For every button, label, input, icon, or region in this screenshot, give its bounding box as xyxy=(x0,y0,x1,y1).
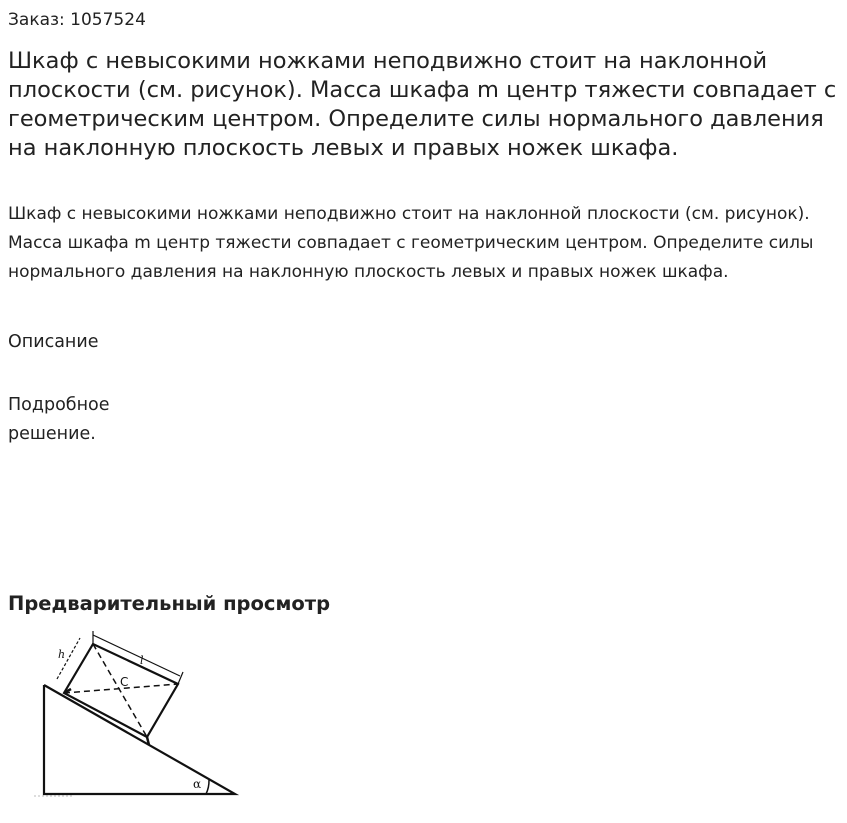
order-number: Заказ: 1057524 xyxy=(8,10,146,30)
description-detail: Подробное решение. xyxy=(8,395,110,444)
description-label: Описание xyxy=(8,332,99,352)
cabinet-body xyxy=(64,644,178,737)
length-dimension xyxy=(93,635,180,676)
label-center: C xyxy=(120,675,129,689)
label-angle: α xyxy=(193,777,202,791)
preview-figure xyxy=(30,630,245,805)
preview-heading: Предварительный просмотр xyxy=(8,592,331,615)
label-height: h xyxy=(58,648,66,661)
task-title: Шкаф с невысокими ножками неподвижно стоит на наклонной плоскости (см. рисунок). Масса шкафа m центр тяжести совпадает с геометрическим центром. Определите силы нормального давления на наклонную плоскость левых и правых ножек шкафа. xyxy=(8,48,837,161)
label-length: l xyxy=(140,654,144,667)
angle-arc xyxy=(206,780,209,794)
length-tick-end xyxy=(178,672,183,684)
task-body: Шкаф с невысокими ножками неподвижно стоит на наклонной плоскости (см. рисунок). Масса шкафа m центр тяжести совпадает с геометрическим центром. Определите силы нормального давления на наклонную плоскость левых и правых ножек шкафа. xyxy=(8,204,814,282)
incline-outline xyxy=(44,685,235,794)
